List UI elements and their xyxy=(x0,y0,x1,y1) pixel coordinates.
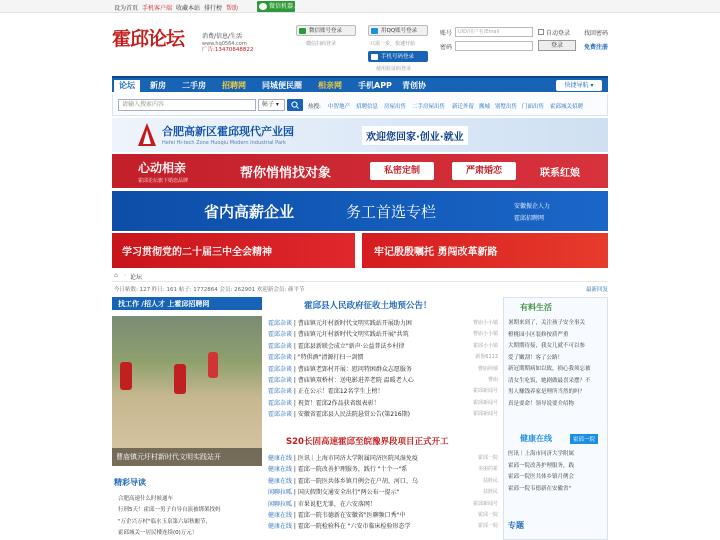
password-label: 密码 xyxy=(440,44,453,51)
hot-link-2[interactable]: 招聘信息 xyxy=(356,104,379,110)
health-list xyxy=(508,449,606,495)
search-input[interactable]: 请输入搜索内容 xyxy=(118,99,256,111)
nav-jobs[interactable]: 招聘网 xyxy=(222,81,246,90)
news-row[interactable]: 健康在线 | 霍邱一院检验科在 "六安市临床检验形态学 霍邱一院 xyxy=(268,523,498,531)
auto-login-checkbox[interactable] xyxy=(538,29,544,35)
nav-dating[interactable]: 相亲网 xyxy=(318,81,342,90)
hot-link-1[interactable]: 中智地产 xyxy=(328,104,351,110)
list-item[interactable]: 霍邱一院韦德新在安徽省" xyxy=(508,485,572,492)
mobile-client-link[interactable]: 手机客户端 xyxy=(142,5,173,12)
search-button[interactable] xyxy=(287,99,303,111)
nav-app[interactable]: 手机APP xyxy=(358,81,392,90)
right-panel xyxy=(503,297,608,540)
ranking-link[interactable]: 排行榜 xyxy=(204,5,223,12)
life-section-title: 有料生活 xyxy=(520,303,552,312)
site-logo[interactable]: 霍邱论坛 xyxy=(112,28,185,50)
forum-stats: 今日帖数: 127 昨日: 161 帖子: 1772864 会员: 262901 欢迎新会员: 颜平节 最新回复 xyxy=(114,287,608,293)
reading-guide-list xyxy=(118,494,258,540)
nav-youth[interactable]: 青创协 xyxy=(402,81,426,90)
news-row[interactable]: 霍邱杂谈 | 曹庙镇元圩村新时代文明实践站开展"共筑 曹庙小小镇 xyxy=(268,331,498,339)
photo-caption: 曹庙镇元圩村新时代文明实践站开 xyxy=(116,453,221,461)
news-list-1 xyxy=(268,318,498,421)
life-list xyxy=(508,318,606,410)
banner-reform[interactable]: 牢记殷殷嘱托 勇闯改革新路 xyxy=(362,233,608,268)
qq-login-sub: 只需一步，快速开始 xyxy=(370,41,416,47)
main-nav xyxy=(112,76,608,92)
news-row[interactable]: 健康在线 | 霍邱一院韦德新在安徽省"医聊频口秀"中 霍邱一院 xyxy=(268,511,498,519)
register-link[interactable]: 免费注册 xyxy=(584,44,609,51)
news-row[interactable]: 健康在线 | 霍邱一院改善护理服务，践行 "十个一"系 美丽的霍 xyxy=(268,466,498,474)
news-photo[interactable] xyxy=(112,316,262,466)
list-item[interactable]: 合肥高速什么时候通车 xyxy=(118,496,174,502)
news-list-2 xyxy=(268,453,498,533)
list-item[interactable]: 清女生吃饭，她剧做最喜采摆？不 xyxy=(508,377,591,384)
slogan: 消费/信息/生活 www.hq0564.com xyxy=(202,33,247,47)
park-logo-icon xyxy=(136,122,158,148)
help-link[interactable]: 帮助 xyxy=(226,5,239,12)
list-item[interactable]: 新冠期期病如以致，损心我须忘被 xyxy=(508,366,591,372)
job-banner[interactable]: 找工作 /招人才 上霍邱招聘网 xyxy=(112,297,262,310)
set-homepage-link[interactable]: 设为首页 xyxy=(114,5,139,12)
nav-second-hand[interactable]: 二手房 xyxy=(182,81,206,90)
reading-guide-title: 精彩导读 xyxy=(114,478,146,487)
banner-dating[interactable]: 心动相亲 霍邱论坛旗下婚恋品牌 帮你悄悄找对象 私密定制 严肃婚恋 联系红娘 xyxy=(112,154,608,188)
list-item[interactable]: 医讯｜上海市同济大学附属 xyxy=(508,451,575,457)
hot-link-9[interactable]: 霍邱城关招聘 xyxy=(550,104,584,110)
list-item[interactable]: 霍邱一院改善护理服务，践 xyxy=(508,462,575,469)
news-row[interactable]: 闲聊拉呱 | 市果说犯无罪，在六安落网！ 霍邱新闻号 xyxy=(268,500,498,508)
ad-phone: 广告:13470848822 xyxy=(202,47,254,53)
hot-link-7[interactable]: 别墅出售 xyxy=(495,104,518,110)
bookmark-link[interactable]: 收藏本站 xyxy=(176,5,201,12)
breadcrumb-forum[interactable]: 论坛 xyxy=(130,274,143,281)
news-row[interactable]: 霍邱杂谈 | 祝贺！霍邱2作品获省级表彰！ 霍邱新闻号 xyxy=(268,399,498,407)
news-row[interactable]: 闲聊拉呱 | 国庆假期交通安全出行"两公布一提示" 扶胜民 xyxy=(268,489,498,497)
list-item[interactable]: 大期期待接，我女儿就不可以参 xyxy=(508,343,586,349)
nav-community[interactable]: 同城便民圈 xyxy=(262,81,302,90)
nav-forum[interactable]: 论坛 xyxy=(114,80,140,92)
weixin-login-sub: 微信扫码登录 xyxy=(306,41,337,47)
list-item[interactable]: 真是要命！领导说要介绍物 xyxy=(508,400,575,407)
quick-nav-button[interactable]: 快捷导航 ▾ xyxy=(556,80,602,91)
search-scope-select[interactable]: 帖子 ▾ xyxy=(258,99,285,111)
list-item[interactable]: 霍邱城关一居民楼连续(0)万元！ xyxy=(118,530,198,537)
weixin-login-button[interactable]: 微信账号登录 xyxy=(296,25,356,36)
auto-login-label: 自动登录 xyxy=(546,30,571,37)
headline-2[interactable]: S20长固高速霍邱至皖豫界段项目正式开工 xyxy=(286,437,449,447)
account-label: 账号 xyxy=(440,30,453,37)
headline-1[interactable]: 霍邱县人民政府征收土地预公告！ xyxy=(304,301,432,311)
nav-new-house[interactable]: 新房 xyxy=(150,81,166,90)
banner-jobs[interactable]: 省内高薪企业 务工首选专栏 安徽振企人力 霍邱招聘网 xyxy=(112,191,608,231)
news-row[interactable]: 霍邱杂谈 | 曹庙镇老郢村开展：慰问特困群众志愿服务 曹庙阿郁 xyxy=(268,365,498,373)
list-item[interactable]: 爱了嫩刮！客了公路！ xyxy=(508,354,564,361)
news-row[interactable]: 健康在线 | 霍邱一院医共体乡镇月例会在户胡、河口、乌 扶胜民 xyxy=(268,477,498,485)
mobile-login-sub: 使用验证码登录 xyxy=(376,66,412,72)
news-row[interactable]: 霍邱杂谈 | "特供酒"清源打扫一剑惯 新鲁6113 xyxy=(268,354,498,362)
news-row[interactable]: 霍邱杂谈 | 曹庙镇双桥村：送电影进养老院 温暖老人心 曹庙 xyxy=(268,376,498,384)
breadcrumb: ⌂ › 论坛 xyxy=(112,271,608,282)
news-row[interactable]: 霍邱杂谈 | 曹庙镇元圩村新时代文明实践站开展助力困 曹庙小小镇 xyxy=(268,320,498,327)
banner-industrial-park[interactable]: 合肥高新区霍邱现代产业园 Hefei Hi-tech Zone Huoqiu Modern Industrial Park 欢迎您回家·创业·就业 xyxy=(112,118,608,152)
hot-label: 热搜: xyxy=(308,104,321,110)
news-row[interactable]: 霍邱杂谈 | 安徽省霍邱县人民法院悬赏公告(第216期) 霍邱新闻号 xyxy=(268,411,498,419)
weixin-robot-button[interactable]: 微信机器人 xyxy=(257,1,295,12)
top-bar xyxy=(0,0,720,13)
list-item[interactable]: 霍邱一院医共体乡镇月例会 xyxy=(508,474,575,480)
qq-login-button[interactable]: 用QQ账号登录 xyxy=(368,25,428,36)
banner-party-study[interactable]: 学习贯彻党的二十届三中全会精神 xyxy=(112,233,355,268)
login-button[interactable]: 登录 xyxy=(538,40,576,51)
search-icon xyxy=(287,99,303,111)
password-input[interactable] xyxy=(455,41,533,51)
health-section-title: 健康在线 xyxy=(520,434,552,443)
hot-link-4[interactable]: 二手房屋出售 xyxy=(412,104,446,110)
account-input[interactable]: UID/用户名/Email xyxy=(455,27,533,37)
hot-link-8[interactable]: 门面出售 xyxy=(522,104,545,110)
list-item[interactable]: "万企兴万村"临水玉泉第六届秋酿节， xyxy=(118,518,212,525)
topics-section-title: 专题 xyxy=(508,521,524,530)
phone-icon xyxy=(371,54,378,60)
list-item[interactable]: 暑期来到了，关注孩子安全事关 xyxy=(508,320,586,326)
hot-link-5[interactable]: 新迁外留 xyxy=(452,104,475,110)
mobile-login-button[interactable]: 手机号码登录 xyxy=(368,51,428,62)
qq-icon xyxy=(371,28,378,34)
forgot-password-link[interactable]: 找回密码 xyxy=(584,30,609,37)
weixin-icon xyxy=(299,28,306,34)
news-row[interactable]: 霍邱杂谈 | 正在公示！霍邱12名学生上榜！ 霍邱新闻号 xyxy=(268,388,498,396)
list-item[interactable]: 行刑5天！霍邱一男子自导自演被绑架找妈 xyxy=(118,507,221,514)
list-item[interactable]: 橙桃园小区装修按质严重 xyxy=(508,331,569,338)
hospital-badge: 霍邱一院 xyxy=(570,434,598,444)
hot-link-6[interactable]: 搬城 xyxy=(479,104,491,110)
hot-link-3[interactable]: 房屋出售 xyxy=(384,104,407,110)
latest-replies-link[interactable]: 最新回复 xyxy=(585,287,608,293)
news-row[interactable]: 健康在线 | 医讯｜上海市同济大学附属同济医院风湿免疫 霍邱一院 xyxy=(268,455,498,462)
list-item[interactable]: 男人赚钱养家是理所当然的吗？ xyxy=(508,389,586,395)
news-row[interactable]: 霍邱杂谈 | 霍邱县新联会成立"新声·公益普法乡村律 霍邱小小镇 xyxy=(268,342,498,350)
weixin-icon xyxy=(259,3,267,10)
home-icon[interactable]: ⌂ xyxy=(114,272,118,279)
